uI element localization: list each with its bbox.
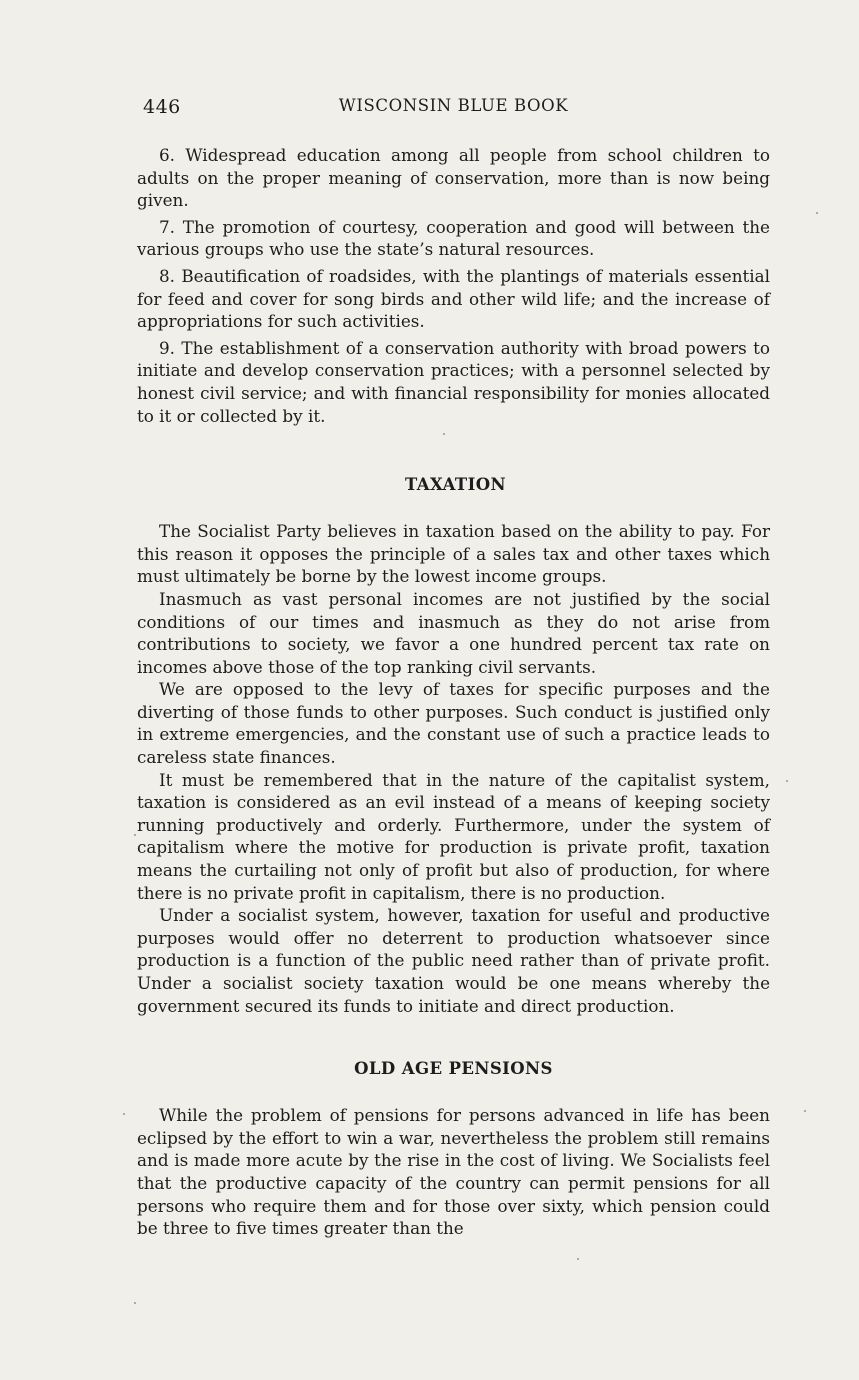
paper-speck: [443, 433, 445, 435]
paper-speck: [577, 1258, 579, 1260]
book-page: [137, 92, 770, 1240]
old-age-pensions-heading: OLD AGE PENSIONS: [354, 1059, 553, 1079]
taxation-paragraph: We are opposed to the levy of taxes for specific purposes and the diverting of those funds to other purposes. Such conduct is justified only in extreme emergencies, and the constant use of such a practice leads to careless state finances.: [137, 679, 770, 768]
paper-speck: [134, 834, 136, 836]
running-header: [137, 92, 770, 122]
paper-speck: [123, 1113, 125, 1115]
paper-speck: [786, 780, 788, 782]
taxation-heading: TAXATION: [405, 475, 506, 495]
pensions-paragraph: While the problem of pensions for persons advanced in life has been eclipsed by the effort to win a war, nevertheless the problem still remains and is made more acute by the rise in the cost of living. We Socialists feel that the productive capacity of the country can permit pensions for all persons who require them and for those over sixty, which pension could be three to five times greater than the: [137, 1105, 770, 1239]
taxation-section: [137, 520, 770, 1017]
conservation-item-6: 6. Widespread education among all people from school children to adults on the proper meaning of conservation, more than is now being given.: [137, 145, 770, 211]
conservation-item-7: 7. The promotion of courtesy, cooperation and good will between the various groups who use the state’s natural resources.: [137, 216, 770, 260]
conservation-list: [137, 144, 770, 427]
paper-speck: [816, 212, 818, 214]
conservation-item-9: 9. The establishment of a conservation authority with broad powers to initiate and develop conservation practices; with a personnel selected by honest civil service; and with financial responsibility for monies allocated to it or collected by it.: [137, 337, 770, 426]
old-age-pensions-section: [137, 1104, 770, 1240]
taxation-paragraph: Under a socialist system, however, taxation for useful and productive purposes would offer no deterrent to production whatsoever since production is a function of the public need rather than of private profit. Under a socialist society taxation would be one means whereby the government secured its funds to initiate and direct production.: [137, 905, 770, 1016]
paper-speck: [804, 1110, 806, 1112]
paper-speck: [134, 1302, 136, 1304]
conservation-item-8: 8. Beautification of roadsides, with the plantings of materials essential for feed and cover for song birds and other wild life; and the increase of appropriations for such activities.: [137, 265, 770, 332]
page-number: 446: [143, 96, 181, 118]
taxation-paragraph: It must be remembered that in the nature of the capitalist system, taxation is considered as an evil instead of a means of keeping society running productively and orderly. Furthermore, under the system of capitalism where the motive for production is private profit, taxation means the curtailing not only of profit but also of production, for where there is no private profit in capitalism, there is no production.: [137, 769, 770, 903]
taxation-paragraph: The Socialist Party believes in taxation based on the ability to pay. For this reason it opposes the principle of a sales tax and other taxes which must ultimately be borne by the lowest income groups.: [137, 521, 770, 587]
taxation-paragraph: Inasmuch as vast personal incomes are not justified by the social conditions of our times and inasmuch as they do not arise from contributions to society, we favor a one hundred percent tax rate on incomes above those of the top ranking civil servants.: [137, 588, 770, 677]
book-title: WISCONSIN BLUE BOOK: [338, 96, 569, 115]
